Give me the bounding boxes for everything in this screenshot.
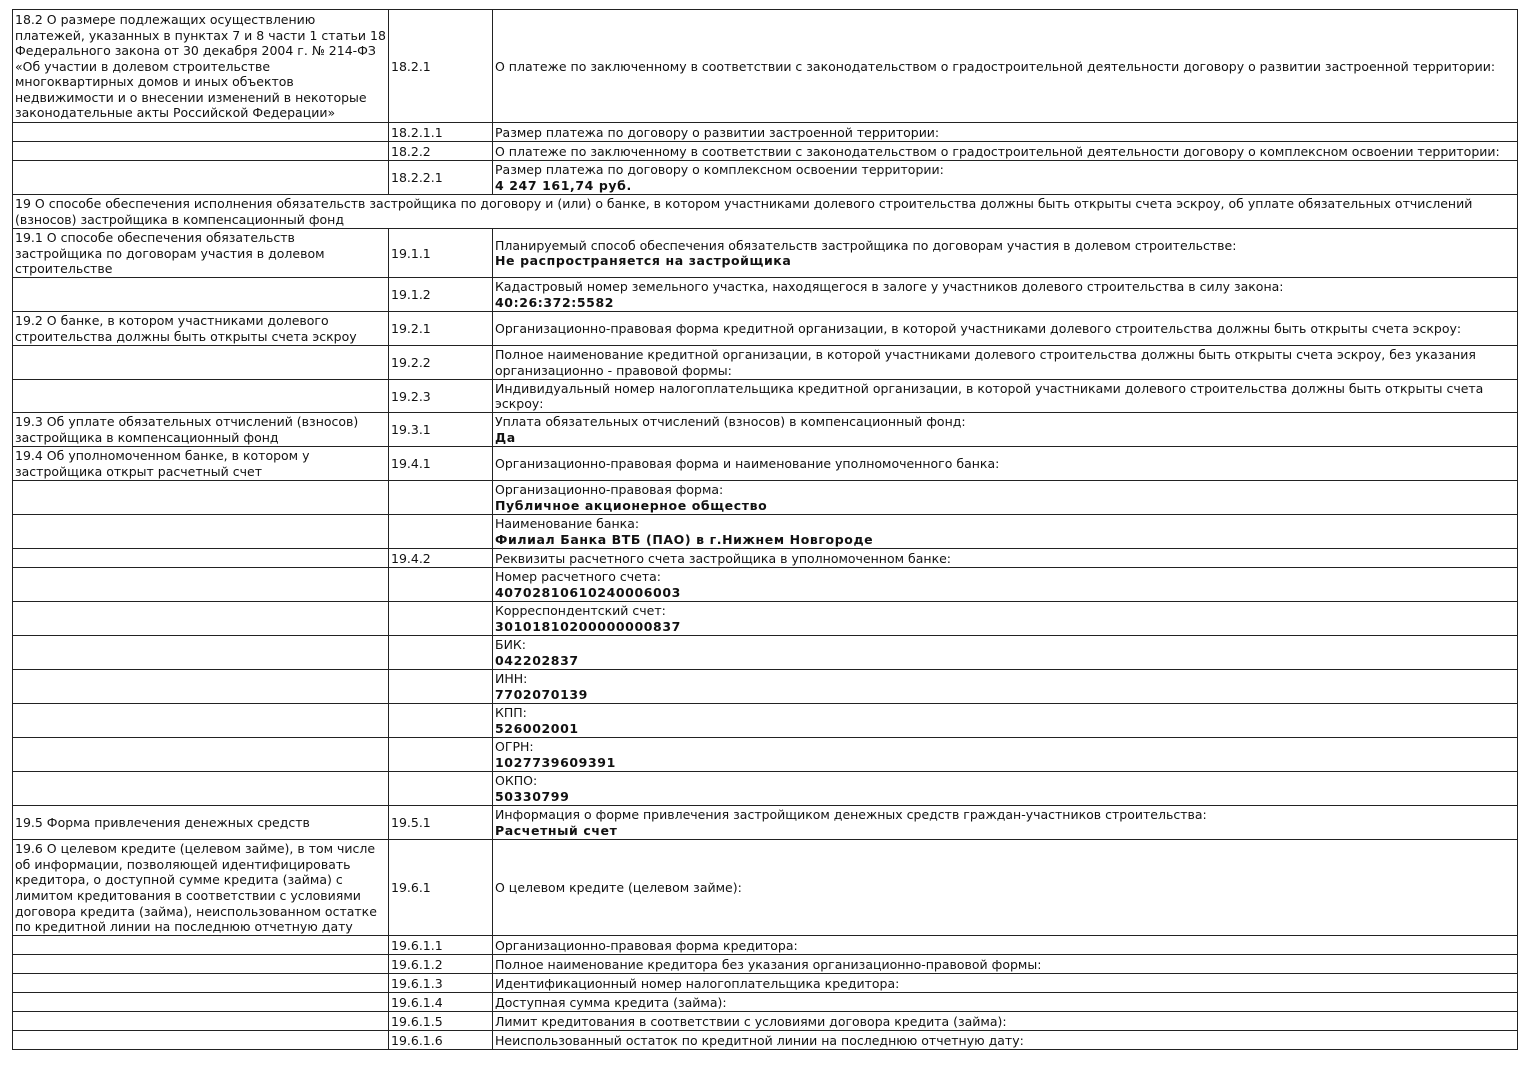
item-content-cell (493, 10, 1518, 123)
item-value: 042202837 (495, 652, 579, 668)
item-content-cell (493, 703, 1518, 737)
table-row (13, 954, 1518, 973)
item-number-cell (389, 567, 493, 601)
item-content-cell (493, 954, 1518, 973)
item-value: 4 247 161,74 руб. (495, 178, 632, 193)
item-label: Полное наименование кредитной организации, в которой участниками долевого строительства должны быть открыты счета эскроу, без указания организационно - правовой формы: (495, 347, 1476, 378)
table-row (13, 10, 1518, 123)
item-number-cell: 19.2.3 (389, 379, 493, 412)
item-number-cell: 19.2.1 (389, 311, 493, 345)
table-row (13, 635, 1518, 669)
item-number-cell: 19.6.1.2 (389, 954, 493, 973)
section-cell (13, 548, 389, 567)
item-label: Полное наименование кредитора без указания организационно-правовой формы: (495, 956, 1042, 972)
item-content-cell (493, 412, 1518, 446)
section-cell (13, 123, 389, 142)
item-content-cell (493, 1011, 1518, 1030)
item-label: Индивидуальный номер налогоплательщика кредитной организации, в которой участниками долевого строительства должны быть открыты счета эскроу: (495, 380, 1484, 412)
table-row (13, 567, 1518, 601)
table-row (13, 805, 1518, 839)
section-cell (13, 737, 389, 771)
item-value: Расчетный счет (495, 822, 618, 838)
section-cell (13, 992, 389, 1011)
section-cell (13, 567, 389, 601)
section-cell: 19.6 О целевом кредите (целевом займе), в том числе об информации, позволяющей идентифицировать кредитора, о доступной сумме кредита (займа) с лимитом кредитования в соответствии с условиями договора кредита (займа), неиспользованном остатке по кредитной линии на последнюю отчетную дату (13, 839, 389, 935)
item-label: Идентификационный номер налогоплательщика кредитора: (495, 975, 900, 991)
item-label: Организационно-правовая форма и наименование уполномоченного банка: (495, 456, 1000, 472)
item-label: Наименование банка: (495, 516, 640, 532)
item-content-cell (493, 839, 1518, 935)
table-row (13, 601, 1518, 635)
item-value: 1027739609391 (495, 754, 616, 770)
item-number-cell: 19.1.2 (389, 277, 493, 311)
item-content-cell (493, 142, 1518, 161)
item-label: КПП: (495, 705, 527, 721)
item-number-cell (389, 771, 493, 805)
section-cell (13, 669, 389, 703)
item-value: 526002001 (495, 720, 579, 736)
table-row (13, 229, 1518, 278)
item-label: Лимит кредитования в соответствии с условиями договора кредита (займа): (495, 1013, 1007, 1029)
item-number-cell: 19.3.1 (389, 412, 493, 446)
section-cell (13, 771, 389, 805)
table-row (13, 123, 1518, 142)
section-cell (13, 161, 389, 195)
item-content-cell (493, 311, 1518, 345)
item-content-cell (493, 992, 1518, 1011)
section-cell: 18.2 О размере подлежащих осуществлению платежей, указанных в пунктах 7 и 8 части 1 статьи 18 Федерального закона от 30 декабря 2004 г. № 214-ФЗ «Об участии в долевом строительстве многоквартирных домов и иных объектов недвижимости и о внесении изменений в некоторые законодательные акты Российской Федерации» (13, 10, 389, 123)
table-row (13, 161, 1518, 195)
section-cell (13, 601, 389, 635)
section-cell (13, 480, 389, 514)
table-row (13, 514, 1518, 548)
item-number-cell: 19.6.1.4 (389, 992, 493, 1011)
item-number-cell: 19.6.1 (389, 839, 493, 935)
item-value: Да (495, 429, 516, 445)
item-number-cell: 18.2.1.1 (389, 123, 493, 142)
item-number-cell: 18.2.2.1 (389, 161, 493, 195)
item-content-cell (493, 805, 1518, 839)
table-row (13, 973, 1518, 992)
table-row (13, 703, 1518, 737)
item-value: 50330799 (495, 788, 570, 804)
section-cell (13, 1030, 389, 1049)
section-cell (13, 954, 389, 973)
item-content-cell (493, 123, 1518, 142)
section-cell: 19.5 Форма привлечения денежных средств (13, 805, 389, 839)
item-label: БИК: (495, 637, 527, 653)
item-number-cell (389, 635, 493, 669)
item-value: 40:26:372:5582 (495, 294, 615, 310)
section-cell: 19.3 Об уплате обязательных отчислений (взносов) застройщика в компенсационный фонд (13, 412, 389, 446)
item-label: ИНН: (495, 671, 528, 687)
item-label: ОГРН: (495, 739, 534, 755)
disclosure-table (12, 9, 1518, 1050)
table-row (13, 771, 1518, 805)
item-content-cell (493, 480, 1518, 514)
item-label: Корреспондентский счет: (495, 603, 666, 619)
item-number-cell (389, 601, 493, 635)
item-number-cell (389, 480, 493, 514)
item-content-cell (493, 379, 1518, 412)
item-value: Не распространяется на застройщика (495, 253, 792, 269)
section-cell (13, 973, 389, 992)
item-label: Кадастровый номер земельного участка, находящегося в залоге у участников долевого строительства в силу закона: (495, 279, 1284, 295)
item-value: 7702070139 (495, 686, 588, 702)
table-row (13, 195, 1518, 229)
item-value: Публичное акционерное общество (495, 497, 768, 513)
section-cell (13, 1011, 389, 1030)
item-content-cell (493, 973, 1518, 992)
table-row (13, 379, 1518, 412)
item-content-cell (493, 935, 1518, 954)
item-content-cell (493, 229, 1518, 278)
table-row (13, 839, 1518, 935)
item-label: Организационно-правовая форма кредитора: (495, 937, 798, 953)
item-label: ОКПО: (495, 773, 538, 789)
item-content-cell (493, 514, 1518, 548)
table-row (13, 142, 1518, 161)
table-row (13, 412, 1518, 446)
table-row (13, 277, 1518, 311)
item-value: 30101810200000000837 (495, 618, 681, 634)
section-cell (13, 277, 389, 311)
item-label: Информация о форме привлечения застройщиком денежных средств граждан-участников строительства: (495, 807, 1207, 823)
item-content-cell (493, 737, 1518, 771)
section-cell (13, 379, 389, 412)
item-number-cell: 19.2.2 (389, 345, 493, 379)
item-label: Неиспользованный остаток по кредитной линии на последнюю отчетную дату: (495, 1032, 1024, 1048)
table-row (13, 480, 1518, 514)
item-label: Уплата обязательных отчислений (взносов) в компенсационный фонд: (495, 414, 966, 430)
item-label: Организационно-правовая форма кредитной организации, в которой участниками долевого строительства должны быть открыты счета эскроу: (495, 320, 1462, 336)
table-row (13, 935, 1518, 954)
item-label: О целевом кредите (целевом займе): (495, 880, 742, 896)
item-number-cell (389, 669, 493, 703)
table-row (13, 669, 1518, 703)
section-cell: 19.4 Об уполномоченном банке, в котором у застройщика открыт расчетный счет (13, 446, 389, 480)
item-label: Доступная сумма кредита (займа): (495, 994, 727, 1010)
item-content-cell (493, 548, 1518, 567)
item-number-cell: 18.2.1 (389, 10, 493, 123)
section-cell (13, 514, 389, 548)
item-number-cell: 19.4.2 (389, 548, 493, 567)
section-cell (13, 142, 389, 161)
table-row (13, 1011, 1518, 1030)
table-row (13, 737, 1518, 771)
item-content-cell (493, 1030, 1518, 1049)
item-label: О платеже по заключенному в соответствии с законодательством о градостроительной деятельности договору о комплексном освоении территории: (495, 143, 1500, 159)
item-content-cell (493, 635, 1518, 669)
item-content-cell (493, 601, 1518, 635)
item-value: Филиал Банка ВТБ (ПАО) в г.Нижнем Новгороде (495, 531, 874, 547)
item-label: Реквизиты расчетного счета застройщика в уполномоченном банке: (495, 550, 952, 566)
item-number-cell: 19.1.1 (389, 229, 493, 278)
item-number-cell (389, 703, 493, 737)
table-row (13, 311, 1518, 345)
item-content-cell (493, 161, 1518, 195)
section-heading: 19 О способе обеспечения исполнения обязательств застройщика по договору и (или) о банке, в котором участниками долевого строительства должны быть открыты счета эскроу, об уплате обязательных отчислений (взносов) застройщика в компенсационный фонд (13, 195, 1518, 229)
item-value: 40702810610240006003 (495, 584, 681, 600)
item-number-cell: 19.6.1.1 (389, 935, 493, 954)
item-label: О платеже по заключенному в соответствии с законодательством о градостроительной деятельности договору о развитии застроенной территории: (495, 58, 1496, 74)
item-number-cell: 18.2.2 (389, 142, 493, 161)
item-number-cell: 19.5.1 (389, 805, 493, 839)
table-row (13, 345, 1518, 379)
section-cell (13, 345, 389, 379)
table-row (13, 992, 1518, 1011)
item-content-cell (493, 446, 1518, 480)
item-label: Организационно-правовая форма: (495, 482, 724, 498)
item-number-cell: 19.6.1.5 (389, 1011, 493, 1030)
item-content-cell (493, 669, 1518, 703)
item-number-cell: 19.4.1 (389, 446, 493, 480)
section-cell (13, 935, 389, 954)
item-label: Размер платежа по договору о комплексном освоении территории: (495, 162, 944, 178)
item-number-cell: 19.6.1.6 (389, 1030, 493, 1049)
item-number-cell: 19.6.1.3 (389, 973, 493, 992)
item-number-cell (389, 737, 493, 771)
item-label: Планируемый способ обеспечения обязательств застройщика по договорам участия в долевом строительстве: (495, 237, 1237, 253)
item-number-cell (389, 514, 493, 548)
item-label: Номер расчетного счета: (495, 569, 662, 585)
table-row (13, 548, 1518, 567)
item-content-cell (493, 771, 1518, 805)
section-cell (13, 635, 389, 669)
item-content-cell (493, 345, 1518, 379)
section-cell: 19.2 О банке, в котором участниками долевого строительства должны быть открыты счета эскроу (13, 311, 389, 345)
section-cell (13, 703, 389, 737)
table-row (13, 1030, 1518, 1049)
table-row (13, 446, 1518, 480)
item-content-cell (493, 277, 1518, 311)
item-content-cell (493, 567, 1518, 601)
item-label: Размер платежа по договору о развитии застроенной территории: (495, 124, 940, 140)
section-cell: 19.1 О способе обеспечения обязательств застройщика по договорам участия в долевом строительстве (13, 229, 389, 278)
